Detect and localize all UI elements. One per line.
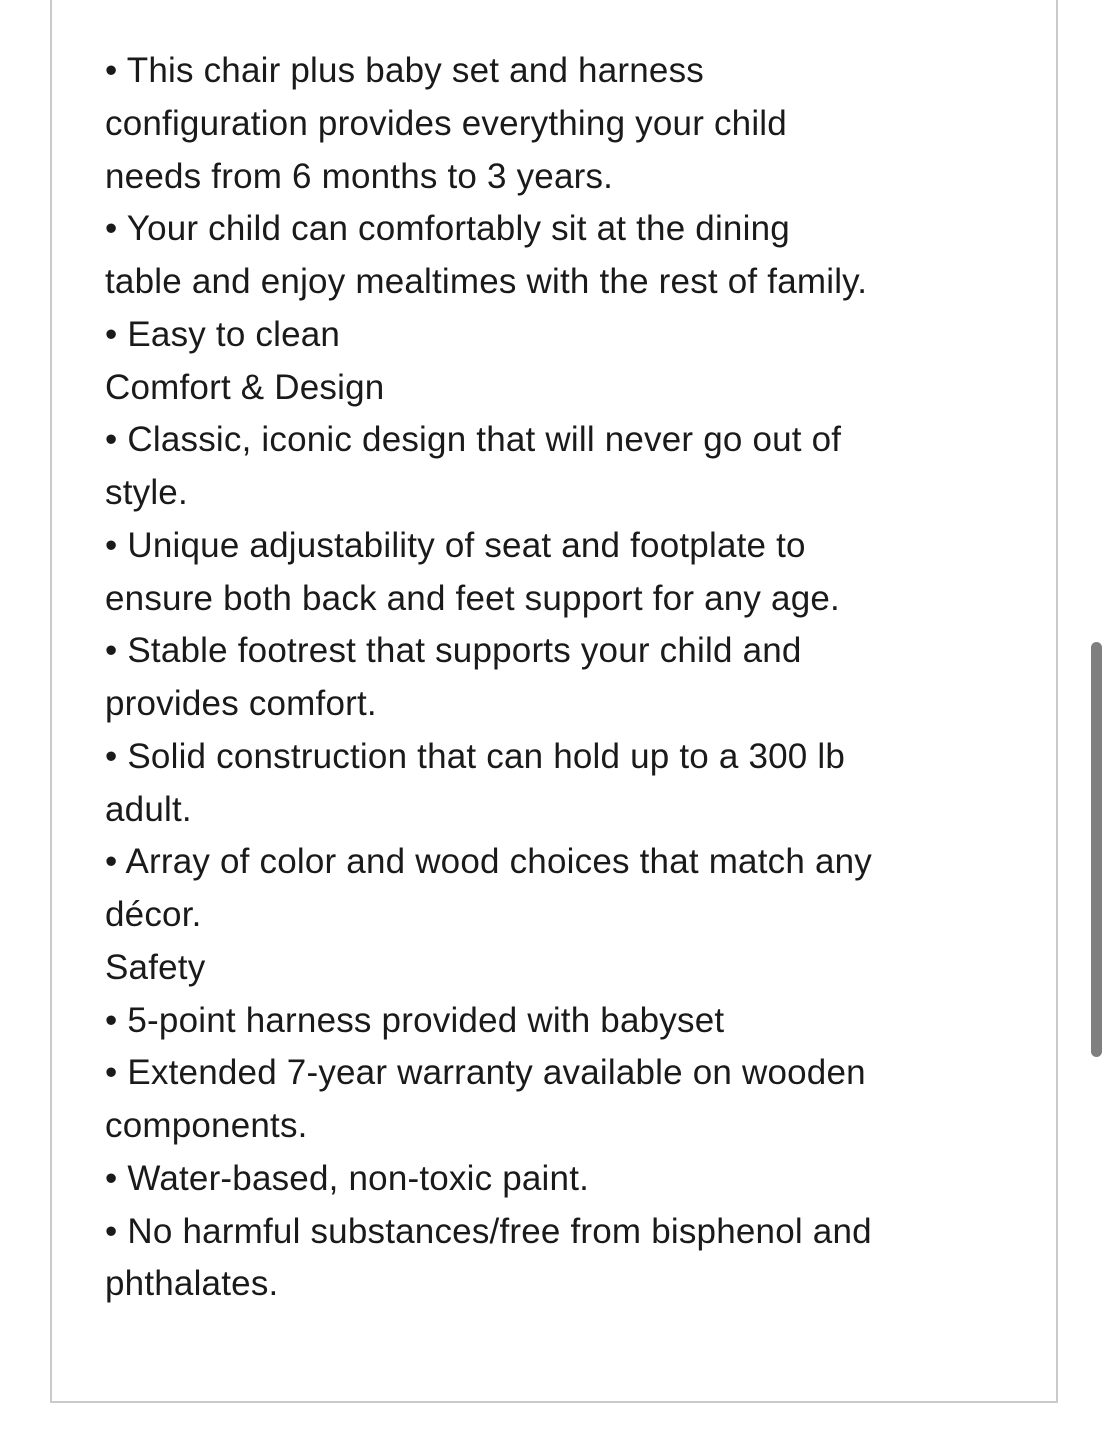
description-line: needs from 6 months to 3 years.	[105, 156, 614, 196]
description-line: ensure both back and feet support for any age.	[105, 578, 840, 618]
description-line: adult.	[105, 789, 192, 829]
description-line: style.	[105, 473, 188, 512]
description-line: Comfort & Design	[105, 367, 385, 407]
description-line: configuration provides everything your child	[105, 103, 787, 143]
description-line: • Stable footrest that supports your child and	[105, 631, 802, 671]
description-line: • 5-point harness provided with babyset	[105, 1000, 725, 1040]
description-line: • No harmful substances/free from bisphenol and	[105, 1211, 872, 1251]
description-line: • Water-based, non-toxic paint.	[105, 1158, 590, 1198]
description-line: • Your child can comfortably sit at the dining	[105, 209, 790, 249]
description-line: • Unique adjustability of seat and footplate to	[105, 525, 806, 565]
description-line: • Easy to clean	[105, 314, 341, 354]
scrollbar-thumb[interactable]	[1091, 642, 1102, 1057]
description-line: • Solid construction that can hold up to a 300 lb	[105, 736, 846, 776]
description-line: phthalates.	[105, 1264, 279, 1304]
description-line: • Extended 7-year warranty available on wooden	[105, 1053, 866, 1093]
description-line: • Classic, iconic design that will never go out of	[105, 420, 842, 460]
product-description	[105, 45, 1026, 1311]
description-panel	[50, 0, 1058, 1403]
description-line: provides comfort.	[105, 684, 377, 723]
description-line: components.	[105, 1106, 308, 1145]
description-line: • Array of color and wood choices that match any	[105, 842, 872, 882]
description-line: table and enjoy mealtimes with the rest of family.	[105, 262, 868, 301]
description-line: • This chair plus baby set and harness	[105, 51, 704, 90]
description-line: Safety	[105, 947, 206, 987]
description-line: décor.	[105, 895, 202, 934]
